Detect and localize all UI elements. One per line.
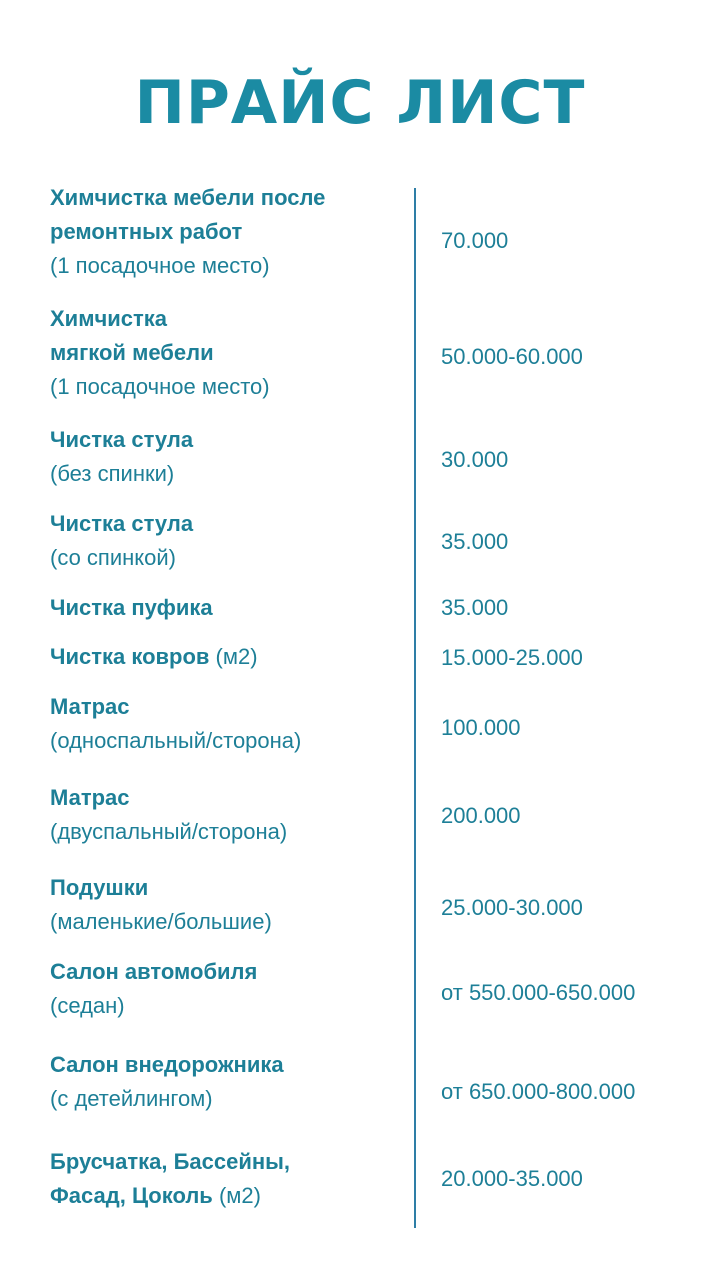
service-title-line-1: Химчистка	[50, 306, 168, 331]
service-note: (двуспальный/сторона)	[50, 819, 288, 844]
service-price: 35.000	[441, 529, 509, 554]
service-price: 15.000-25.000	[441, 645, 583, 670]
service-name	[50, 302, 405, 404]
service-name	[50, 1145, 405, 1213]
service-price: 30.000	[441, 447, 509, 472]
service-note: (маленькие/большие)	[50, 909, 272, 934]
service-name	[50, 1048, 405, 1116]
service-price: 100.000	[441, 715, 521, 740]
service-title-line-1: Матрас	[50, 785, 130, 810]
service-note: (с детейлингом)	[50, 1086, 213, 1111]
service-name	[50, 423, 405, 491]
service-price: от 550.000-650.000	[441, 980, 636, 1005]
service-title-line-1: Чистка пуфика	[50, 595, 213, 620]
service-note: (со спинкой)	[50, 545, 176, 570]
service-title-line-1: Подушки	[50, 875, 149, 900]
service-title-line-1: Салон внедорожника	[50, 1052, 284, 1077]
service-title-line-1: Химчистка мебели после	[50, 185, 326, 210]
service-name	[50, 640, 405, 674]
service-title-line-1: Матрас	[50, 694, 130, 719]
service-name	[50, 781, 405, 849]
service-name	[50, 871, 405, 939]
service-note: (односпальный/сторона)	[50, 728, 302, 753]
service-note: (без спинки)	[50, 461, 175, 486]
service-price: 25.000-30.000	[441, 895, 583, 920]
service-title-line-1: Чистка стула	[50, 427, 194, 452]
service-title-line-2: мягкой мебели	[50, 340, 214, 365]
service-name	[50, 181, 405, 283]
service-name	[50, 507, 405, 575]
service-title-line-1: Салон автомобиля	[50, 959, 258, 984]
service-price: 200.000	[441, 803, 521, 828]
service-note: (седан)	[50, 993, 125, 1018]
page-title: ПРАЙС ЛИСТ	[134, 68, 586, 138]
service-note: (м2)	[209, 644, 258, 669]
service-price: от 650.000-800.000	[441, 1079, 636, 1104]
service-name	[50, 591, 405, 625]
service-title-line-2: ремонтных работ	[50, 219, 243, 244]
service-title-line-1: Брусчатка, Бассейны,	[50, 1149, 291, 1174]
service-title-line-2: Фасад, Цоколь	[50, 1183, 213, 1208]
service-note: (1 посадочное место)	[50, 374, 270, 399]
service-price: 50.000-60.000	[441, 344, 583, 369]
service-title-line-1: Чистка ковров	[50, 644, 210, 669]
service-note: (м2)	[212, 1183, 261, 1208]
service-price: 70.000	[441, 228, 509, 253]
service-price: 35.000	[441, 595, 509, 620]
column-divider	[414, 188, 416, 1228]
service-name	[50, 690, 405, 758]
service-price: 20.000-35.000	[441, 1166, 583, 1191]
service-name	[50, 955, 405, 1023]
service-title-line-1: Чистка стула	[50, 511, 194, 536]
service-note: (1 посадочное место)	[50, 253, 270, 278]
